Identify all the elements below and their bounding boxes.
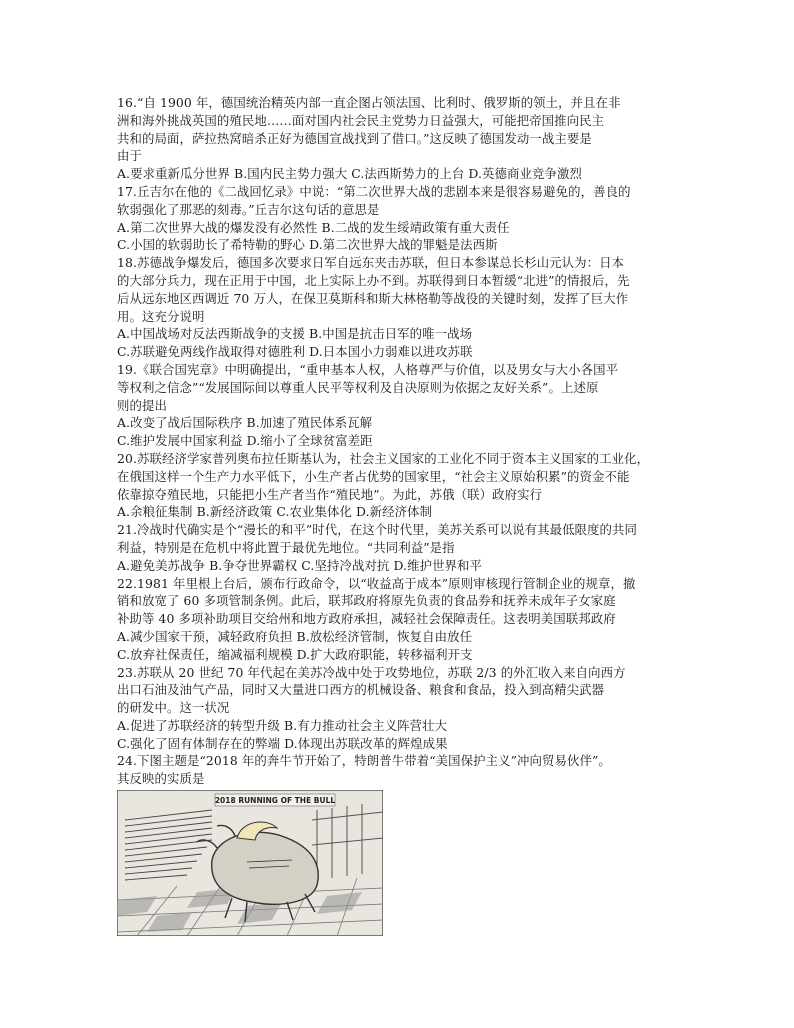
text-line: 由于 [117, 148, 142, 164]
text-line: 18.苏德战争爆发后，德国多次要求日军自远东夹击苏联，但日本参谋总长杉山元认为：日本 [117, 255, 625, 271]
text-line: 19.《联合国宪章》中明确提出，“重申基本人权，人格尊严与价值，以及男女与大小各国平 [117, 361, 619, 377]
text-line: 等权利之信念”“发展国际间以尊重人民平等权利及自决原则为依据之友好关系”。上述原 [117, 379, 599, 395]
cartoon-image [117, 790, 383, 936]
text-line: 后从远东地区西调近 70 万人，在保卫莫斯科和斯大林格勒等战役的关键时刻，发挥了巨大作 [117, 290, 629, 306]
text-line: 补助等 40 多项补助项目交给州和地方政府承担，减轻社会保障责任。这表明美国联邦政府 [117, 611, 616, 627]
text-line: 用。这充分说明 [117, 308, 205, 324]
text-line: A.第二次世界大战的爆发没有必然性 B.二战的发生绥靖政策有重大责任 [117, 219, 510, 235]
text-line: 的大部分兵力，现在正用于中国，北上实际上办不到。苏联得到日本暂缓“北进”的情报后，先 [117, 272, 630, 288]
text-line: 21.冷战时代确实是个“漫长的和平”时代，在这个时代里，美苏关系可以说有其最低限度的共同 [117, 522, 638, 538]
text-line: A.余粮征集制 B.新经济政策 C.农业集体化 D.新经济体制 [117, 504, 433, 520]
text-line: 的研发中。这一状况 [117, 700, 230, 716]
text-line: 销和放宽了 60 多项管制条例。此后，联邦政府将原先负责的食品券和抚养未成年子女家庭 [117, 593, 616, 609]
bull-cartoon-illustration [117, 790, 383, 936]
text-line: 出口石油及油气产品，同时又大量进口西方的机械设备、粮食和食品，投入到高精尖武器 [117, 682, 605, 698]
text-line: 依靠掠夺殖民地，只能把小生产者当作“殖民地”。为此，苏俄（联）政府实行 [117, 486, 543, 502]
question-text [117, 94, 677, 788]
text-line: 23.苏联从 20 世纪 70 年代起在美苏冷战中处于攻势地位，苏联 2/3 的外汇收入来自向西方 [117, 664, 626, 680]
text-line: C.强化了固有体制存在的弊端 D.体现出苏联改革的辉煌成果 [117, 735, 448, 751]
text-line: C.维护发展中国家利益 D.缩小了全球贫富差距 [117, 433, 373, 449]
text-line: 16.“自 1900 年，德国统治精英内部一直企图占领法国、比利时、俄罗斯的领土，并且在非 [117, 95, 621, 110]
text-line: 软弱强化了那恶的刻毒。”丘吉尔这句话的意思是 [117, 201, 380, 217]
exam-document [117, 94, 677, 936]
cartoon-banner-text: 2018 RUNNING OF THE BULL [214, 796, 336, 806]
text-line: A.促进了苏联经济的转型升级 B.有力推动社会主义阵营壮大 [117, 717, 448, 733]
text-line: A.要求重新瓜分世界 B.国内民主势力强大 C.法西斯势力的上台 D.英德商业竞争激烈 [117, 166, 582, 182]
text-line: 共和的局面，萨拉热窝暗杀正好为德国宣战找到了借口。”这反映了德国发动一战主要是 [117, 130, 592, 146]
text-line: 在俄国这样一个生产力水平低下，小生产者占优势的国家里，“社会主义原始积累”的资金不能 [117, 468, 630, 484]
text-line: 洲和海外挑战英国的殖民地……面对国内社会民主党势力日益强大，可能把帝国推向民主 [117, 112, 605, 128]
text-line: C.放弃社保责任，缩减福利规模 D.扩大政府职能，转移福利开支 [117, 646, 473, 662]
text-line: 其反映的实质是 [117, 771, 205, 787]
text-line: A.改变了战后国际秩序 B.加速了殖民体系瓦解 [117, 415, 373, 431]
text-line: 则的提出 [117, 397, 167, 413]
text-line: A.减少国家干预，减轻政府负担 B.放松经济管制，恢复自由放任 [117, 628, 473, 644]
text-line: A.避免美苏战争 B.争夺世界霸权 C.坚持冷战对抗 D.维护世界和平 [117, 557, 483, 573]
text-line: C.苏联避免两线作战取得对德胜利 D.日本国小力弱难以进攻苏联 [117, 344, 473, 360]
text-line: 20.苏联经济学家普列奥布拉任斯基认为，社会主义国家的工业化不同于资本主义国家的工业化， [117, 450, 650, 466]
text-line: 17.丘吉尔在他的《二战回忆录》中说：“第二次世界大战的悲剧本来是很容易避免的，善良的 [117, 183, 631, 199]
text-line: 利益，特别是在危机中将此置于最优先地位。“共同利益”是指 [117, 539, 455, 555]
text-line: C.小国的软弱助长了希特勒的野心 D.第二次世界大战的罪魁是法西斯 [117, 237, 498, 253]
text-line: 24.下图主题是“2018 年的奔牛节开始了，特朗普牛带着“美国保护主义”冲向贸易伙伴”。 [117, 753, 611, 769]
text-line: A.中国战场对反法西斯战争的支援 B.中国是抗击日军的唯一战场 [117, 326, 473, 342]
text-line: 22.1981 年里根上台后，颁布行政命令，以“收益高于成本”原则审核现行管制企业的规章，撤 [117, 575, 636, 591]
